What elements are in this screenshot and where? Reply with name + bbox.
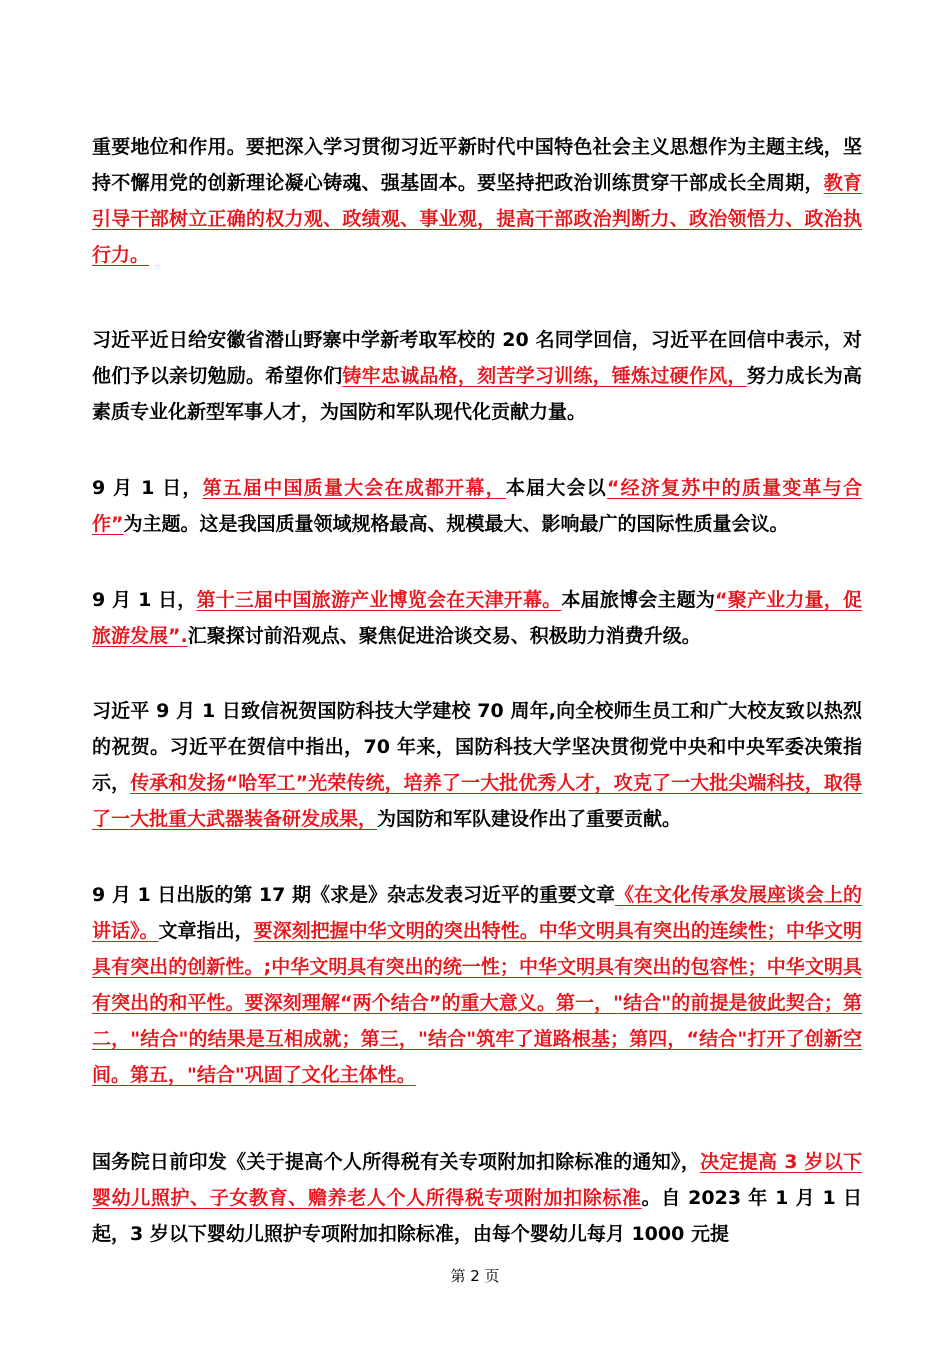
- body-text: 努力成长为高素质专业化新型军事人才，为国防和军队现代化贡献力量。: [92, 365, 862, 423]
- highlighted-text: 铸牢忠诚品格，刻苦学习训练，锤炼过硬作风，: [342, 365, 747, 387]
- highlighted-text: 要深刻把握中华文明的突出特性。中华文明具有突出的连续性；中华文明具有突出的创新性。;中华文明具有突出的统一性；中华文明具有突出的包容性；中华文明具有突出的和平性。要深刻理解“两个结合”的重大意义。第一，"结合"的前提是彼此契合；第二，"结合"的结果是互相成就；第三，"结合"筑牢了道路根基；第四，“结合"打开了创新空间。第五，"结合"巩固了文化主体性。: [92, 920, 862, 1086]
- body-text: 本届旅博会主题为: [561, 589, 716, 611]
- highlighted-text: 传承和发扬“哈军工”光荣传统，培养了一大批优秀人才，攻克了一大批尖端科技，取得了一大批重大武器装备研发成果，: [92, 772, 862, 830]
- highlighted-text: 决定提高 3 岁以下婴幼儿照护、子女教育、赡养老人个人所得税专项附加扣除标准: [92, 1151, 862, 1209]
- body-text: 本届大会以: [505, 477, 607, 499]
- body-text: 重要地位和作用。要把深入学习贯彻习近平新时代中国特色社会主义思想作为主题主线，坚持不懈用党的创新理论凝心铸魂、强基固本。要坚持把政治训练贯穿干部成长全周期，: [92, 136, 862, 194]
- page-number: 第 2 页: [450, 1267, 500, 1285]
- body-text: 文章指出，: [158, 920, 254, 942]
- paragraph-tourism-expo: [92, 582, 862, 654]
- highlighted-text: 教育引导干部树立正确的权力观、政绩观、事业观，提高干部政治判断力、政治领悟力、政治执行力。: [92, 172, 862, 266]
- body-text: 为主题。这是我国质量领域规格最高、规模最大、影响最广的国际性质量会议。: [123, 513, 789, 535]
- highlighted-text: 第五届中国质量大会在成都开幕，: [202, 477, 506, 499]
- body-text: 9 月 1 日，: [92, 589, 197, 611]
- paragraph-training: [92, 129, 862, 273]
- highlighted-text: “聚产业力量，促旅游发展”.: [92, 589, 862, 647]
- paragraph-quality-conference: [92, 470, 862, 542]
- highlighted-text: “经济复苏中的质量变革与合作”: [92, 477, 862, 535]
- body-text: 9 月 1 日，: [92, 477, 203, 499]
- paragraph-qiushi-article: [92, 877, 862, 1093]
- body-text: 汇聚探讨前沿观点、聚焦促进洽谈交易、积极助力消费升级。: [187, 625, 701, 647]
- paragraph-tax-deduction: [92, 1144, 862, 1252]
- body-text: 习近平近日给安徽省潜山野寨中学新考取军校的 20 名同学回信，习近平在回信中表示，对他们予以亲切勉励。希望你们: [92, 329, 862, 387]
- highlighted-text: 《在文化传承发展座谈会上的讲话》。: [92, 884, 862, 942]
- body-text: 国务院日前印发《关于提高个人所得税有关专项附加扣除标准的通知》，: [92, 1151, 701, 1173]
- highlighted-text: 第十三届中国旅游产业博览会在天津开幕。: [196, 589, 562, 611]
- paragraph-military-school-letter: [92, 322, 862, 430]
- body-text: 习近平 9 月 1 日致信祝贺国防科技大学建校 70 周年,向全校师生员工和广大校友致以热烈的祝贺。习近平在贺信中指出，70 年来，国防科技大学坚决贯彻党中央和中央军委决策指示，: [92, 700, 862, 794]
- body-text: 为国防和军队建设作出了重要贡献。: [377, 808, 682, 830]
- body-text: 。自 2023 年 1 月 1 日起，3 岁以下婴幼儿照护专项附加扣除标准，由每个婴幼儿每月 1000 元提: [92, 1187, 862, 1245]
- body-text: 9 月 1 日出版的第 17 期《求是》杂志发表习近平的重要文章: [92, 884, 615, 906]
- paragraph-defense-university: [92, 693, 862, 837]
